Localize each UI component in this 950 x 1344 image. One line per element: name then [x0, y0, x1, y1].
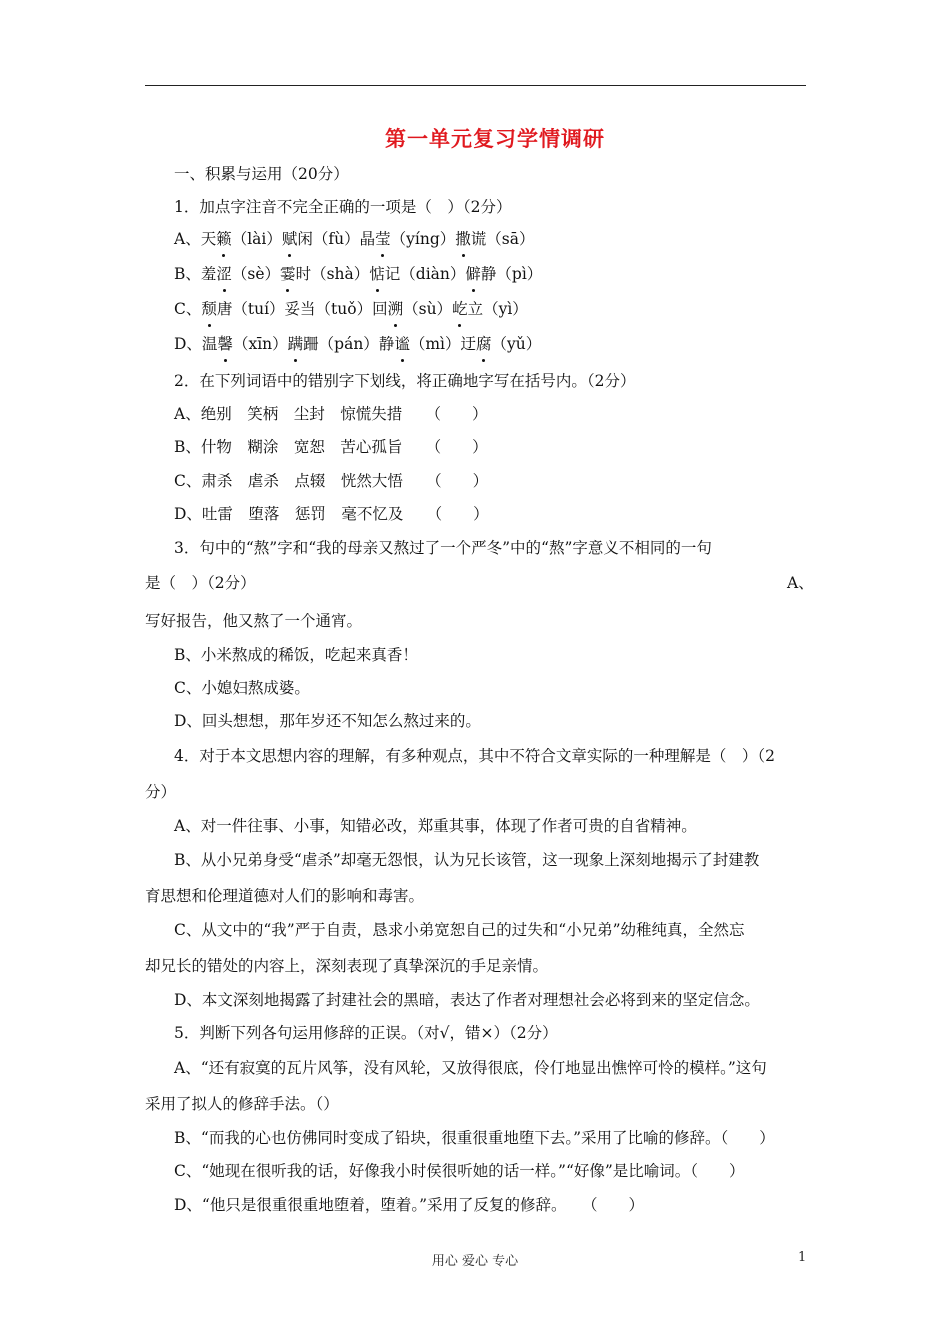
q4-option-a: A、对一件往事、小事，知错必改，郑重其事，体现了作者可贵的自省精神。 — [174, 817, 697, 835]
q4-option-b-line2: 育思想和伦理道德对人们的影响和毒害。 — [145, 887, 425, 905]
q2-option-b: B、什物 糊涂 宽恕 苦心孤旨 （ ） — [174, 438, 488, 456]
page-number: 1 — [798, 1250, 807, 1265]
q3-stem-line2: 是（ ）（2分） — [145, 574, 256, 592]
q3-stem-line1: 3．句中的“熬”字和“我的母亲又熬过了一个严冬”中的“熬”字意义不相同的一句 — [174, 539, 712, 557]
q2-option-c: C、肃杀 虐杀 点辍 恍然大悟 （ ） — [174, 472, 489, 490]
q3-option-b: B、小米熬成的稀饭，吃起来真香！ — [174, 646, 418, 664]
q5-option-b: B、“而我的心也仿佛同时变成了铅块，很重很重地堕下去。”采用了比喻的修辞。（ ） — [174, 1129, 775, 1147]
q4-stem-line2: 分） — [145, 783, 177, 801]
q2-option-d: D、吐雷 堕落 惩罚 毫不忆及 （ ） — [174, 505, 489, 523]
q2-option-a: A、绝别 笑柄 尘封 惊慌失措 （ ） — [174, 405, 488, 423]
q4-option-d: D、本文深刻地揭露了封建社会的黑暗，表达了作者对理想社会必将到来的坚定信念。 — [174, 991, 760, 1009]
q1-option-a: A、天籁（lài）赋闲（fù）晶莹（yíng）撒谎（sā） — [174, 230, 535, 248]
q5-option-a-line1: A、“还有寂寞的瓦片风筝，没有风轮，又放得很底，伶仃地显出憔悴可怜的模样。”这句 — [174, 1059, 767, 1077]
q1-option-c: C、颓唐（tuí）妥当（tuǒ）回溯（sù）屹立（yì） — [174, 300, 528, 318]
q5-option-d: D、“他只是很重很重地堕着，堕着。”采用了反复的修辞。 （ ） — [174, 1196, 645, 1214]
q1-option-b: B、羞涩（sè）霎时（shà）惦记（diàn）僻静（pì） — [174, 265, 543, 283]
q2-stem: 2．在下列词语中的错别字下划线，将正确地字写在括号内。（2分） — [174, 372, 636, 390]
q1-option-d: D、温馨（xīn）蹒跚（pán）静谧（mì）迂腐（yǔ） — [174, 335, 542, 353]
q4-option-b-line1: B、从小兄弟身受“虐杀”却毫无怨恨，认为兄长该管，这一现象上深刻地揭示了封建教 — [174, 851, 760, 869]
q3-option-d: D、回头想想，那年岁还不知怎么熬过来的。 — [174, 712, 481, 730]
section-heading: 一、积累与运用（20分） — [174, 165, 349, 183]
q3-option-c: C、小媳妇熬成婆。 — [174, 679, 310, 697]
q4-stem-line1: 4．对于本文思想内容的理解，有多种观点，其中不符合文章实际的一种理解是（ ）（2 — [174, 747, 775, 765]
q5-stem: 5．判断下列各句运用修辞的正误。（对√，错×）（2分） — [174, 1024, 558, 1042]
q1-stem: 1．加点字注音不完全正确的一项是（ ）（2分） — [174, 198, 512, 216]
q5-option-c: C、“她现在很听我的话，好像我小时侯很听她的话一样。”“好像”是比喻词。（ ） — [174, 1162, 745, 1180]
q5-option-a-line2: 采用了拟人的修辞手法。（） — [145, 1095, 339, 1113]
q4-option-c-line1: C、从文中的“我”严于自责，恳求小弟宽恕自己的过失和“小兄弟”幼稚纯真，全然忘 — [174, 921, 745, 939]
page-title: 第一单元复习学情调研 — [385, 126, 605, 151]
q4-option-c-line2: 却兄长的错处的内容上，深刻表现了真挚深沉的手足亲情。 — [145, 957, 549, 975]
q3-option-a-label: A、 — [787, 574, 814, 592]
header-rule — [145, 85, 806, 86]
q3-option-a: 写好报告，他又熬了一个通宵。 — [145, 612, 363, 630]
page-footer: 用心 爱心 专心 — [431, 1254, 519, 1269]
